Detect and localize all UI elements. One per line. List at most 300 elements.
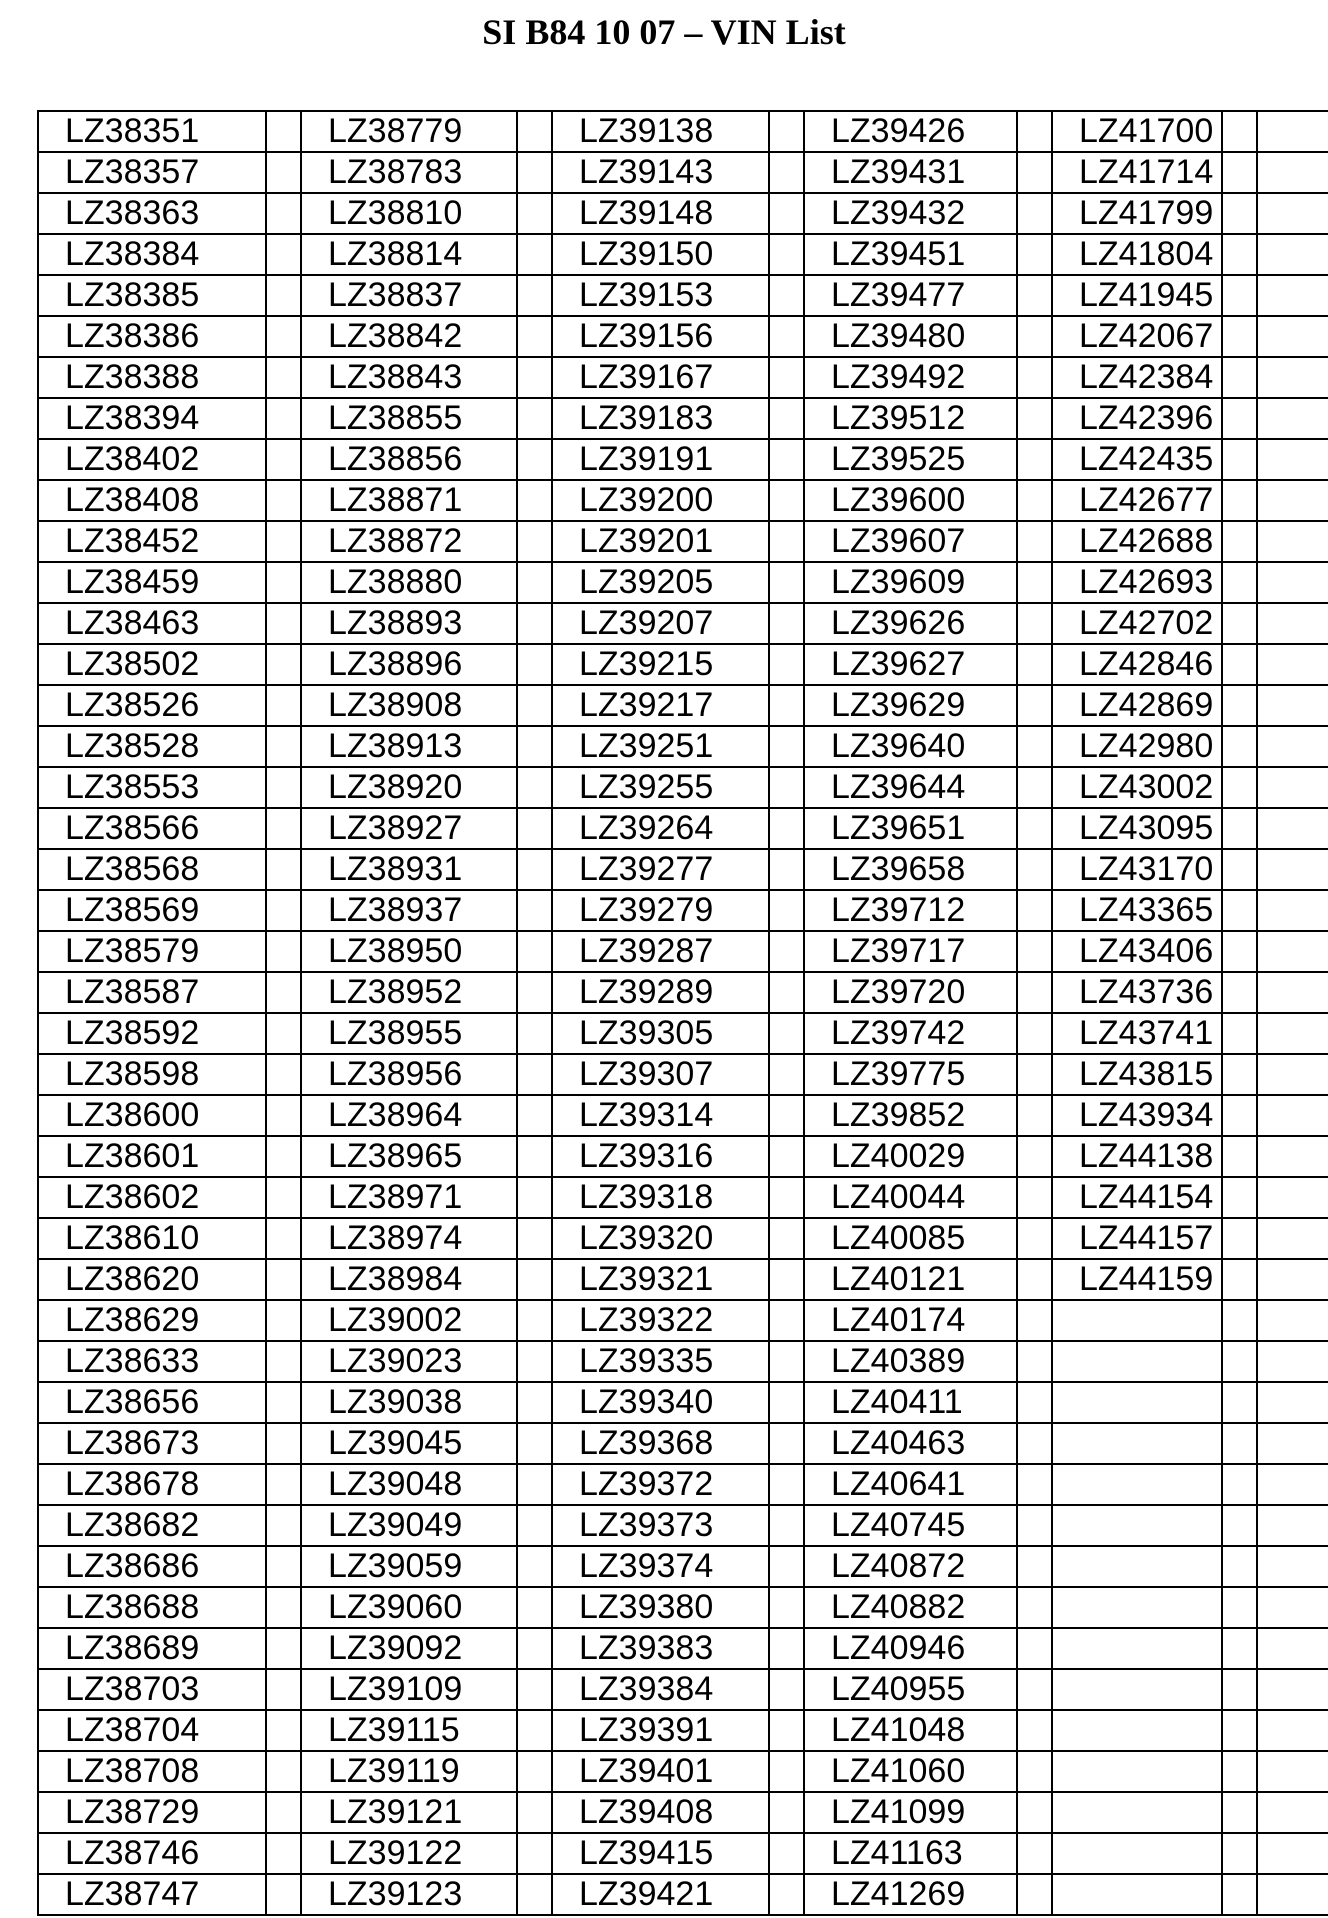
table-row — [38, 439, 1328, 480]
spacer-cell — [266, 1710, 301, 1751]
vin-cell: LZ39038 — [301, 1382, 517, 1423]
vin-cell: LZ39322 — [552, 1300, 769, 1341]
spacer-cell — [769, 726, 804, 767]
spacer-cell — [517, 111, 552, 152]
spacer-cell — [1222, 521, 1257, 562]
vin-cell: LZ39775 — [804, 1054, 1017, 1095]
vin-cell — [1257, 562, 1328, 603]
spacer-cell — [1222, 1792, 1257, 1833]
spacer-cell — [266, 234, 301, 275]
spacer-cell — [517, 890, 552, 931]
vin-cell: LZ40121 — [804, 1259, 1017, 1300]
vin-cell: LZ38673 — [38, 1423, 266, 1464]
vin-cell — [1257, 1751, 1328, 1792]
vin-cell: LZ38568 — [38, 849, 266, 890]
spacer-cell — [517, 972, 552, 1013]
vin-cell: LZ39374 — [552, 1546, 769, 1587]
table-row — [38, 275, 1328, 316]
vin-cell: LZ40029 — [804, 1136, 1017, 1177]
vin-cell: LZ38842 — [301, 316, 517, 357]
vin-list-body — [38, 111, 1328, 1915]
spacer-cell — [1222, 1382, 1257, 1423]
spacer-cell — [1222, 1218, 1257, 1259]
table-row — [38, 1136, 1328, 1177]
vin-cell: LZ39720 — [804, 972, 1017, 1013]
vin-cell: LZ39289 — [552, 972, 769, 1013]
table-row — [38, 685, 1328, 726]
vin-cell: LZ39201 — [552, 521, 769, 562]
vin-cell: LZ38880 — [301, 562, 517, 603]
vin-cell: LZ38837 — [301, 275, 517, 316]
spacer-cell — [1017, 1259, 1052, 1300]
vin-cell: LZ38402 — [38, 439, 266, 480]
spacer-cell — [1017, 767, 1052, 808]
spacer-cell — [1017, 316, 1052, 357]
spacer-cell — [1222, 890, 1257, 931]
spacer-cell — [1222, 1464, 1257, 1505]
vin-cell: LZ41945 — [1052, 275, 1222, 316]
table-row — [38, 1587, 1328, 1628]
spacer-cell — [769, 1669, 804, 1710]
vin-cell: LZ38602 — [38, 1177, 266, 1218]
vin-cell: LZ44159 — [1052, 1259, 1222, 1300]
vin-cell — [1257, 1464, 1328, 1505]
spacer-cell — [1017, 972, 1052, 1013]
spacer-cell — [1222, 357, 1257, 398]
vin-cell: LZ39217 — [552, 685, 769, 726]
spacer-cell — [266, 439, 301, 480]
vin-cell — [1257, 931, 1328, 972]
vin-cell — [1257, 152, 1328, 193]
vin-cell: LZ38633 — [38, 1341, 266, 1382]
vin-cell: LZ43815 — [1052, 1054, 1222, 1095]
spacer-cell — [517, 1095, 552, 1136]
table-row — [38, 1464, 1328, 1505]
spacer-cell — [1222, 1628, 1257, 1669]
vin-cell: LZ42435 — [1052, 439, 1222, 480]
vin-cell: LZ38971 — [301, 1177, 517, 1218]
spacer-cell — [266, 726, 301, 767]
spacer-cell — [1222, 480, 1257, 521]
vin-cell: LZ38357 — [38, 152, 266, 193]
vin-cell: LZ38689 — [38, 1628, 266, 1669]
spacer-cell — [517, 439, 552, 480]
vin-cell: LZ42869 — [1052, 685, 1222, 726]
spacer-cell — [517, 1833, 552, 1874]
vin-cell: LZ38779 — [301, 111, 517, 152]
spacer-cell — [769, 685, 804, 726]
vin-cell: LZ40044 — [804, 1177, 1017, 1218]
vin-cell: LZ42688 — [1052, 521, 1222, 562]
spacer-cell — [1222, 644, 1257, 685]
spacer-cell — [1017, 1095, 1052, 1136]
spacer-cell — [1222, 1054, 1257, 1095]
table-row — [38, 1874, 1328, 1915]
vin-cell: LZ39391 — [552, 1710, 769, 1751]
vin-cell — [1052, 1669, 1222, 1710]
spacer-cell — [769, 1341, 804, 1382]
spacer-cell — [266, 1177, 301, 1218]
vin-cell — [1257, 193, 1328, 234]
spacer-cell — [1017, 1833, 1052, 1874]
spacer-cell — [517, 1874, 552, 1915]
spacer-cell — [769, 1423, 804, 1464]
vin-cell: LZ41799 — [1052, 193, 1222, 234]
vin-cell: LZ38810 — [301, 193, 517, 234]
spacer-cell — [1017, 849, 1052, 890]
spacer-cell — [266, 1874, 301, 1915]
spacer-cell — [769, 234, 804, 275]
vin-cell: LZ38528 — [38, 726, 266, 767]
vin-cell: LZ39320 — [552, 1218, 769, 1259]
vin-cell: LZ38459 — [38, 562, 266, 603]
vin-cell: LZ38855 — [301, 398, 517, 439]
table-row — [38, 1546, 1328, 1587]
spacer-cell — [1222, 1013, 1257, 1054]
vin-cell: LZ42677 — [1052, 480, 1222, 521]
spacer-cell — [266, 767, 301, 808]
spacer-cell — [266, 1136, 301, 1177]
vin-cell: LZ38908 — [301, 685, 517, 726]
spacer-cell — [1222, 849, 1257, 890]
vin-cell: LZ40745 — [804, 1505, 1017, 1546]
spacer-cell — [517, 1710, 552, 1751]
vin-cell — [1052, 1751, 1222, 1792]
vin-cell — [1257, 439, 1328, 480]
spacer-cell — [517, 1628, 552, 1669]
spacer-cell — [1017, 1710, 1052, 1751]
table-row — [38, 603, 1328, 644]
spacer-cell — [1017, 398, 1052, 439]
vin-cell: LZ39431 — [804, 152, 1017, 193]
spacer-cell — [1222, 562, 1257, 603]
spacer-cell — [517, 1751, 552, 1792]
spacer-cell — [1017, 1300, 1052, 1341]
table-row — [38, 1177, 1328, 1218]
vin-cell: LZ39314 — [552, 1095, 769, 1136]
spacer-cell — [769, 562, 804, 603]
spacer-cell — [769, 193, 804, 234]
vin-cell: LZ39138 — [552, 111, 769, 152]
vin-cell: LZ39307 — [552, 1054, 769, 1095]
vin-cell: LZ39644 — [804, 767, 1017, 808]
spacer-cell — [266, 398, 301, 439]
spacer-cell — [769, 1177, 804, 1218]
vin-cell: LZ39340 — [552, 1382, 769, 1423]
spacer-cell — [769, 1710, 804, 1751]
vin-cell — [1052, 1300, 1222, 1341]
spacer-cell — [769, 1300, 804, 1341]
vin-cell: LZ44154 — [1052, 1177, 1222, 1218]
vin-cell: LZ39432 — [804, 193, 1017, 234]
spacer-cell — [1017, 685, 1052, 726]
vin-cell — [1052, 1546, 1222, 1587]
vin-cell: LZ38937 — [301, 890, 517, 931]
vin-cell — [1257, 726, 1328, 767]
vin-cell: LZ39384 — [552, 1669, 769, 1710]
vin-cell — [1257, 1095, 1328, 1136]
spacer-cell — [517, 1423, 552, 1464]
vin-cell: LZ38553 — [38, 767, 266, 808]
table-row — [38, 111, 1328, 152]
vin-cell: LZ39060 — [301, 1587, 517, 1628]
vin-cell — [1257, 767, 1328, 808]
vin-cell: LZ38927 — [301, 808, 517, 849]
table-row — [38, 357, 1328, 398]
spacer-cell — [517, 1792, 552, 1833]
vin-cell — [1257, 1341, 1328, 1382]
spacer-cell — [1222, 1177, 1257, 1218]
vin-cell — [1257, 1874, 1328, 1915]
vin-cell: LZ43741 — [1052, 1013, 1222, 1054]
vin-cell: LZ38956 — [301, 1054, 517, 1095]
spacer-cell — [517, 234, 552, 275]
vin-cell: LZ39045 — [301, 1423, 517, 1464]
spacer-cell — [1017, 726, 1052, 767]
vin-cell — [1257, 1505, 1328, 1546]
spacer-cell — [1222, 808, 1257, 849]
vin-cell: LZ38814 — [301, 234, 517, 275]
spacer-cell — [266, 1423, 301, 1464]
vin-cell — [1052, 1628, 1222, 1669]
spacer-cell — [517, 480, 552, 521]
spacer-cell — [1222, 234, 1257, 275]
vin-cell: LZ38871 — [301, 480, 517, 521]
vin-cell — [1257, 685, 1328, 726]
spacer-cell — [1017, 890, 1052, 931]
vin-cell: LZ39215 — [552, 644, 769, 685]
table-row — [38, 1259, 1328, 1300]
table-row — [38, 726, 1328, 767]
spacer-cell — [266, 1382, 301, 1423]
vin-cell: LZ38579 — [38, 931, 266, 972]
vin-cell: LZ43365 — [1052, 890, 1222, 931]
vin-cell: LZ38783 — [301, 152, 517, 193]
spacer-cell — [1017, 1628, 1052, 1669]
spacer-cell — [517, 1300, 552, 1341]
spacer-cell — [769, 808, 804, 849]
spacer-cell — [1017, 1013, 1052, 1054]
vin-cell — [1257, 1628, 1328, 1669]
spacer-cell — [769, 1628, 804, 1669]
spacer-cell — [769, 1505, 804, 1546]
vin-cell — [1257, 1218, 1328, 1259]
vin-cell — [1257, 357, 1328, 398]
spacer-cell — [1222, 275, 1257, 316]
spacer-cell — [517, 398, 552, 439]
spacer-cell — [517, 1013, 552, 1054]
spacer-cell — [266, 1833, 301, 1874]
spacer-cell — [266, 152, 301, 193]
vin-cell — [1052, 1382, 1222, 1423]
spacer-cell — [769, 439, 804, 480]
spacer-cell — [1222, 1587, 1257, 1628]
vin-cell: LZ39092 — [301, 1628, 517, 1669]
vin-cell: LZ38526 — [38, 685, 266, 726]
spacer-cell — [1222, 1874, 1257, 1915]
spacer-cell — [769, 152, 804, 193]
vin-cell: LZ40174 — [804, 1300, 1017, 1341]
spacer-cell — [1222, 1546, 1257, 1587]
vin-cell — [1257, 1669, 1328, 1710]
vin-cell: LZ39658 — [804, 849, 1017, 890]
spacer-cell — [1222, 1833, 1257, 1874]
vin-cell: LZ39629 — [804, 685, 1017, 726]
vin-cell: LZ38965 — [301, 1136, 517, 1177]
vin-cell: LZ39115 — [301, 1710, 517, 1751]
vin-cell — [1257, 1013, 1328, 1054]
spacer-cell — [769, 1218, 804, 1259]
vin-cell: LZ39600 — [804, 480, 1017, 521]
vin-cell — [1257, 1054, 1328, 1095]
spacer-cell — [517, 1505, 552, 1546]
vin-cell: LZ39183 — [552, 398, 769, 439]
spacer-cell — [1222, 1259, 1257, 1300]
vin-cell: LZ38569 — [38, 890, 266, 931]
spacer-cell — [266, 1341, 301, 1382]
spacer-cell — [517, 1341, 552, 1382]
spacer-cell — [517, 275, 552, 316]
table-row — [38, 1669, 1328, 1710]
vin-cell: LZ39742 — [804, 1013, 1017, 1054]
spacer-cell — [266, 193, 301, 234]
vin-cell: LZ40085 — [804, 1218, 1017, 1259]
vin-cell — [1257, 849, 1328, 890]
spacer-cell — [517, 1587, 552, 1628]
spacer-cell — [266, 316, 301, 357]
spacer-cell — [517, 931, 552, 972]
spacer-cell — [1222, 1300, 1257, 1341]
vin-cell: LZ42693 — [1052, 562, 1222, 603]
vin-cell — [1052, 1464, 1222, 1505]
vin-cell: LZ39316 — [552, 1136, 769, 1177]
vin-cell: LZ42846 — [1052, 644, 1222, 685]
spacer-cell — [1222, 972, 1257, 1013]
spacer-cell — [1017, 193, 1052, 234]
table-row — [38, 480, 1328, 521]
spacer-cell — [266, 1054, 301, 1095]
vin-cell: LZ39123 — [301, 1874, 517, 1915]
vin-cell: LZ39477 — [804, 275, 1017, 316]
spacer-cell — [769, 603, 804, 644]
vin-cell: LZ38843 — [301, 357, 517, 398]
vin-cell: LZ38746 — [38, 1833, 266, 1874]
spacer-cell — [517, 562, 552, 603]
table-row — [38, 193, 1328, 234]
vin-cell: LZ38678 — [38, 1464, 266, 1505]
vin-cell: LZ43002 — [1052, 767, 1222, 808]
spacer-cell — [1222, 767, 1257, 808]
vin-cell: LZ43170 — [1052, 849, 1222, 890]
vin-cell: LZ38620 — [38, 1259, 266, 1300]
spacer-cell — [769, 1013, 804, 1054]
vin-cell: LZ38704 — [38, 1710, 266, 1751]
vin-cell — [1052, 1341, 1222, 1382]
vin-cell: LZ39415 — [552, 1833, 769, 1874]
spacer-cell — [769, 972, 804, 1013]
vin-cell: LZ43095 — [1052, 808, 1222, 849]
spacer-cell — [1222, 1341, 1257, 1382]
vin-cell: LZ39059 — [301, 1546, 517, 1587]
vin-cell: LZ39373 — [552, 1505, 769, 1546]
table-row — [38, 1054, 1328, 1095]
vin-cell: LZ39492 — [804, 357, 1017, 398]
spacer-cell — [1017, 521, 1052, 562]
vin-cell: LZ44138 — [1052, 1136, 1222, 1177]
spacer-cell — [1017, 439, 1052, 480]
spacer-cell — [266, 808, 301, 849]
spacer-cell — [769, 480, 804, 521]
spacer-cell — [266, 603, 301, 644]
vin-cell: LZ42980 — [1052, 726, 1222, 767]
spacer-cell — [266, 890, 301, 931]
vin-cell: LZ39191 — [552, 439, 769, 480]
spacer-cell — [1017, 644, 1052, 685]
vin-cell: LZ39321 — [552, 1259, 769, 1300]
spacer-cell — [266, 849, 301, 890]
vin-cell: LZ38682 — [38, 1505, 266, 1546]
vin-cell: LZ41714 — [1052, 152, 1222, 193]
vin-cell — [1257, 1792, 1328, 1833]
table-row — [38, 890, 1328, 931]
spacer-cell — [769, 1095, 804, 1136]
vin-cell: LZ39607 — [804, 521, 1017, 562]
spacer-cell — [769, 1546, 804, 1587]
vin-cell: LZ38931 — [301, 849, 517, 890]
vin-cell: LZ38955 — [301, 1013, 517, 1054]
table-row — [38, 562, 1328, 603]
vin-cell: LZ39852 — [804, 1095, 1017, 1136]
spacer-cell — [1017, 1218, 1052, 1259]
vin-cell: LZ39049 — [301, 1505, 517, 1546]
spacer-cell — [1017, 562, 1052, 603]
vin-cell — [1257, 480, 1328, 521]
spacer-cell — [266, 931, 301, 972]
vin-cell: LZ39368 — [552, 1423, 769, 1464]
spacer-cell — [266, 1669, 301, 1710]
table-row — [38, 644, 1328, 685]
table-row — [38, 316, 1328, 357]
spacer-cell — [517, 1382, 552, 1423]
spacer-cell — [1222, 1710, 1257, 1751]
vin-cell: LZ39122 — [301, 1833, 517, 1874]
vin-cell: LZ38351 — [38, 111, 266, 152]
spacer-cell — [1222, 603, 1257, 644]
vin-cell — [1257, 1546, 1328, 1587]
spacer-cell — [769, 1587, 804, 1628]
vin-cell: LZ39264 — [552, 808, 769, 849]
vin-cell — [1257, 1423, 1328, 1464]
spacer-cell — [1222, 398, 1257, 439]
vin-cell: LZ39150 — [552, 234, 769, 275]
vin-cell: LZ38592 — [38, 1013, 266, 1054]
spacer-cell — [769, 316, 804, 357]
vin-cell: LZ39200 — [552, 480, 769, 521]
spacer-cell — [517, 193, 552, 234]
vin-cell — [1257, 1587, 1328, 1628]
spacer-cell — [266, 1751, 301, 1792]
vin-cell: LZ39287 — [552, 931, 769, 972]
vin-cell — [1052, 1710, 1222, 1751]
spacer-cell — [266, 1013, 301, 1054]
vin-cell: LZ39305 — [552, 1013, 769, 1054]
spacer-cell — [517, 767, 552, 808]
vin-cell: LZ39512 — [804, 398, 1017, 439]
vin-cell: LZ38747 — [38, 1874, 266, 1915]
vin-cell: LZ38384 — [38, 234, 266, 275]
spacer-cell — [1017, 234, 1052, 275]
table-row — [38, 931, 1328, 972]
